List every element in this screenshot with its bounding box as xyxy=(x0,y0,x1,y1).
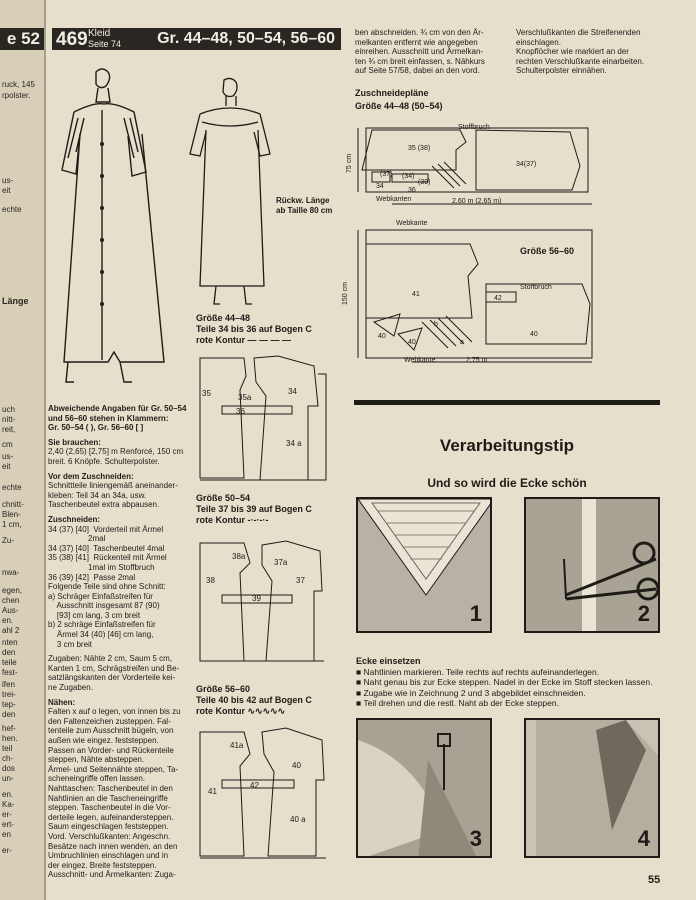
svg-text:40: 40 xyxy=(530,331,538,338)
previous-page-line: teil xyxy=(2,744,13,753)
svg-text:40: 40 xyxy=(378,333,386,340)
page-reference: Seite 74 xyxy=(88,39,122,49)
instruction-line: einschlagen. xyxy=(516,37,561,47)
bullet-square-icon: ■ xyxy=(356,677,364,687)
section-divider xyxy=(354,400,660,405)
svg-text:39: 39 xyxy=(252,594,261,603)
svg-text:38: 38 xyxy=(206,576,215,585)
previous-page-line: ifen xyxy=(2,680,15,689)
previous-page-edge xyxy=(0,0,46,900)
pattern-label-44 xyxy=(196,313,312,346)
garment-title: Kleid xyxy=(88,28,111,39)
cutting-line: b) 2 schräge Einfaßstreifen für xyxy=(48,620,156,630)
cutting-line: 34 (37) [40] Taschenbeutel 4mal xyxy=(48,543,165,553)
pattern-label-44-contour xyxy=(196,335,312,346)
previous-page-line: nwa- xyxy=(2,568,20,577)
back-length-line1: Rückw. Länge xyxy=(276,196,330,205)
size-range: Gr. 44–48, 50–54, 56–60 xyxy=(157,30,335,47)
photo-number-2: 2 xyxy=(637,601,650,626)
instruction-line: ben abschneiden. ¾ cm von den Är- xyxy=(355,28,484,37)
materials-line: 2,40 (2,65) [2,75] m Renforcé, 150 cm xyxy=(48,447,184,457)
cutting-line: [93] cm lang, 3 cm breit xyxy=(48,610,141,620)
preparation-text xyxy=(48,481,194,510)
previous-page-line: egen, xyxy=(2,586,23,595)
tip-steps xyxy=(356,656,662,709)
dress-back-illustration xyxy=(186,78,276,308)
sewing-line: Umbruchlinien einschlagen und in xyxy=(48,851,169,861)
instructions-continued xyxy=(355,28,485,76)
svg-text:40: 40 xyxy=(408,339,416,346)
previous-page-line: er- xyxy=(2,846,12,855)
previous-page-line: chnitt- xyxy=(2,500,24,509)
dress-front-illustration xyxy=(44,64,164,394)
plan2-selvage: Webkante xyxy=(404,357,436,364)
svg-text:(37): (37) xyxy=(380,171,393,178)
sewing-line: Passen an Vorder- und Rückenteile xyxy=(48,745,174,755)
pattern-label-56-contour xyxy=(196,706,312,717)
pattern-label-56-contour-text: rote Kontur xyxy=(196,706,245,716)
plan1-size: Größe 44–48 (50–54) xyxy=(355,101,443,111)
cutting-line: 3 cm breit xyxy=(48,639,93,649)
photo-number-4: 4 xyxy=(637,826,650,851)
preparation-line: Taschenbeutel extra abpausen. xyxy=(48,500,160,510)
sewing-line: scheneingriffe offen lassen. xyxy=(48,774,146,784)
tip-title: Verarbeitungstip xyxy=(439,436,575,455)
pattern-diagram-44 xyxy=(192,350,342,486)
sewing-line: den Faltenzeichen zusteppen. Fal- xyxy=(48,716,171,726)
pattern-label-56-size: Größe 56–60 xyxy=(196,684,251,694)
sewing-line: tenteile zum Ausschnitt bügeln, von xyxy=(48,726,174,736)
previous-page-line: nitt- xyxy=(2,415,16,424)
pattern-label-56 xyxy=(196,684,312,717)
cutting-line: a) Schräger Einfaßstreifen für xyxy=(48,591,153,601)
previous-page-line: fest- xyxy=(2,668,18,677)
instruction-line: auf Seite 57/58, dabei an den vord. xyxy=(355,66,480,76)
step-photo-3 xyxy=(356,718,492,858)
previous-page-line: echte xyxy=(2,483,22,492)
previous-page-line: en. xyxy=(2,616,14,625)
previous-page-line: 1 cm, xyxy=(2,520,22,529)
sewing-line: Nahtlinien an die Tascheneingriffe xyxy=(48,793,168,803)
bullet-square-icon: ■ xyxy=(356,698,364,708)
previous-page-line: den xyxy=(2,710,16,719)
dot-dash-line-icon: -·-·-·- xyxy=(247,515,269,525)
pattern-label-50-size: Größe 50–54 xyxy=(196,493,251,503)
page-number: 55 xyxy=(648,874,661,886)
svg-text:a: a xyxy=(460,339,464,346)
previous-page-line: ruck, 145 xyxy=(2,80,35,89)
pattern-label-44-size: Größe 44–48 xyxy=(196,313,251,323)
size-notes xyxy=(48,404,194,433)
step-text: Zugabe wie in Zeichnung 2 und 3 abgebildet einschneiden. xyxy=(363,687,586,698)
step-text: Naht genau bis zur Ecke steppen. Nadel in der Ecke im Stoff stecken lassen. xyxy=(363,677,653,687)
svg-text:34: 34 xyxy=(288,387,297,396)
previous-page-line: ch- xyxy=(2,754,14,763)
previous-page-line: eit xyxy=(2,186,11,195)
sewing-line: derteile legen, aufeinandersteppen. xyxy=(48,812,174,822)
cutting-line: 36 (39) [42] Passe 2mal xyxy=(48,572,136,582)
previous-page-line: echte xyxy=(2,205,22,214)
dash-line-icon: — — — — xyxy=(247,335,292,345)
pattern-label-50 xyxy=(196,493,312,526)
svg-text:41a: 41a xyxy=(230,741,244,750)
plan1-selvage: Webkanten xyxy=(376,196,412,203)
instruction-line: einreihen. Ausschnitt und Ärmelkan- xyxy=(355,47,484,57)
sewing-line: Ausschnitt- und Ärmelkanten: Zuga- xyxy=(48,870,176,880)
plan1-height: 75 cm xyxy=(346,153,354,174)
sewing-line: Ärmel- und Seitennähte steppen, Ta- xyxy=(48,764,179,774)
previous-page-line: hef- xyxy=(2,724,16,733)
allowance-line: ne Zugaben. xyxy=(48,683,93,693)
step-item xyxy=(356,667,662,678)
cutting-line: Ausschnitt insgesamt 87 (90) xyxy=(48,601,160,611)
previous-page-line: eit xyxy=(2,462,11,471)
svg-text:38a: 38a xyxy=(232,552,246,561)
sewing-line: steppen, Nähte absteppen. xyxy=(48,755,145,765)
allowance-line: Kanten 1 cm, Schrägstreifen und Be- xyxy=(48,663,180,673)
instruction-line: rechten Verschlußkante einarbeiten. xyxy=(516,56,645,66)
step-text: Teil drehen und die restl. Naht ab der Ecke steppen. xyxy=(363,698,559,708)
previous-page-line: Blen- xyxy=(2,510,21,519)
svg-text:b: b xyxy=(434,321,438,328)
sewing-line: außen wie eingez. feststeppen. xyxy=(48,736,159,745)
sewing-line: Vord. Verschlußkanten: Angeschn. xyxy=(48,831,171,841)
plan1-length: 2,60 m (2,65 m) xyxy=(452,198,502,205)
previous-page-line: trei- xyxy=(2,690,16,699)
previous-page-line: us- xyxy=(2,452,14,461)
previous-page-line: Ka- xyxy=(2,800,15,809)
steps-heading: Ecke einsetzen xyxy=(356,656,421,666)
allowance-line: satzlängskanten der Vorderteile kei- xyxy=(48,673,176,683)
previous-page-line: uch xyxy=(2,405,15,414)
sewing-line: Falten x auf o legen, von innen bis zu xyxy=(48,707,181,717)
previous-page-line: Länge xyxy=(2,296,29,306)
plan2-fold: Stoffbruch xyxy=(520,284,552,291)
svg-text:42: 42 xyxy=(250,781,259,790)
previous-page-line: cm xyxy=(2,440,13,449)
previous-page-line: en xyxy=(2,830,11,839)
previous-page-line: chen xyxy=(2,596,20,605)
previous-page-line: dos xyxy=(2,764,15,773)
svg-text:40 a: 40 a xyxy=(290,815,306,824)
pattern-diagram-56 xyxy=(192,722,342,862)
instruction-line: melkanten entfernt wie angegeben xyxy=(355,37,478,47)
previous-page-line: us- xyxy=(2,176,14,185)
previous-page-line: en. xyxy=(2,790,14,799)
instruction-line: Schulterpolster einnähen. xyxy=(516,66,607,76)
svg-text:35: 35 xyxy=(202,389,211,398)
preparation-line: kleben: Teil 34 an 34a, usw. xyxy=(48,490,147,500)
bullet-square-icon: ■ xyxy=(356,666,364,677)
plan2-selvage-top: Webkante xyxy=(396,220,428,227)
instructions-column xyxy=(48,404,194,880)
instruction-line: Knopflöcher wie markiert an der xyxy=(516,47,629,57)
previous-page-line: ert- xyxy=(2,820,14,829)
pattern-number: 469 xyxy=(56,29,88,50)
previous-page-line: Zu- xyxy=(2,536,14,545)
plan1-fold: Stoffbruch xyxy=(458,124,490,131)
previous-page-line: reit, xyxy=(2,425,16,434)
cutting-line: 35 (38) [41] Rückenteil mit Ärmel xyxy=(48,553,167,563)
cutting-plans-heading: Zuschneidepläne xyxy=(355,88,429,98)
plan2-height: 150 cm xyxy=(341,282,349,305)
previous-page-line: teile xyxy=(2,658,17,667)
materials-heading: Sie brauchen: xyxy=(48,437,101,447)
svg-text:35 (38): 35 (38) xyxy=(408,145,431,152)
svg-text:34: 34 xyxy=(376,183,384,190)
step-item xyxy=(356,698,662,709)
sewing-line: Nahttaschen: Taschenbeutel in den xyxy=(48,783,173,793)
back-length-label xyxy=(276,196,332,216)
pattern-label-44-parts: Teile 34 bis 36 auf Bogen C xyxy=(196,324,312,334)
plan2-length: 2,75 m xyxy=(466,357,488,364)
bullet-square-icon: ■ xyxy=(356,687,364,698)
pattern-diagram-50 xyxy=(192,535,342,671)
previous-page-header: e 52 xyxy=(0,28,44,50)
svg-text:(34): (34) xyxy=(402,173,415,180)
pattern-label-50-contour xyxy=(196,515,312,526)
preparation-heading: Vor dem Zuschneiden: xyxy=(48,471,134,481)
previous-page-line: den xyxy=(2,648,16,657)
svg-text:35a: 35a xyxy=(238,393,252,402)
cutting-line: 34 (37) [40] Vorderteil mit Ärmel xyxy=(48,524,164,534)
cutting-plan-2 xyxy=(352,226,602,366)
sewing-line: steppen. Taschenbeutel in die Vor- xyxy=(48,803,171,813)
previous-page-line: ahl 2 xyxy=(2,626,20,635)
cutting-line: 1mal im Stoffbruch xyxy=(48,562,155,572)
sewing-text xyxy=(48,707,194,880)
photo-number-1: 1 xyxy=(469,601,482,626)
cutting-line: 2mal xyxy=(48,534,106,544)
sewing-line: Saum eingeschlagen feststeppen. xyxy=(48,822,169,832)
previous-page-line: nten xyxy=(2,638,18,647)
svg-text:37a: 37a xyxy=(274,558,288,567)
step-text: Nahtlinien markieren. Teile rechts auf rechts aufeinanderlegen. xyxy=(363,666,600,677)
svg-text:36: 36 xyxy=(408,187,416,194)
pattern-label-44-contour-text: rote Kontur xyxy=(196,335,245,345)
pattern-header xyxy=(52,28,341,50)
pattern-label-50-contour-text: rote Kontur xyxy=(196,515,245,525)
seam-allowances xyxy=(48,654,194,692)
pattern-label-56-parts: Teile 40 bis 42 auf Bogen C xyxy=(196,695,312,705)
step-photo-2 xyxy=(524,497,660,633)
allowance-line: Zugaben: Nähte 2 cm, Saum 5 cm, xyxy=(48,654,173,664)
previous-page-line: hen. xyxy=(2,734,18,743)
previous-page-line: rpolster. xyxy=(2,91,31,100)
svg-text:34(37): 34(37) xyxy=(516,161,537,168)
size-note-line: Gr. 50–54 ( ), Gr. 56–60 [ ] xyxy=(48,423,144,433)
previous-page-line: un- xyxy=(2,774,14,783)
svg-text:41: 41 xyxy=(412,291,420,298)
materials-line: breit. 6 Knöpfe. Schulterpolster. xyxy=(48,456,160,466)
step-item xyxy=(356,688,662,699)
svg-text:(39): (39) xyxy=(418,179,431,186)
svg-text:40: 40 xyxy=(292,761,301,770)
instructions-end xyxy=(516,28,644,76)
tip-subtitle: Und so wird die Ecke schön xyxy=(427,476,587,490)
sewing-line: der eingez. Breite feststeppen. xyxy=(48,860,157,870)
pattern-label-50-parts: Teile 37 bis 39 auf Bogen C xyxy=(196,504,312,514)
size-note-line: und 56–60 stehen in Klammern: xyxy=(48,413,169,423)
svg-text:42: 42 xyxy=(494,295,502,302)
previous-page-line: tep- xyxy=(2,700,16,709)
cutting-line: Ärmel 34 (40) [46] cm lang, xyxy=(48,630,154,640)
svg-text:36: 36 xyxy=(236,407,245,416)
step-photo-4 xyxy=(524,718,660,858)
svg-text:34 a: 34 a xyxy=(286,439,302,448)
size-note-line: Abweichende Angaben für Gr. 50–54 xyxy=(48,404,187,413)
wave-line-icon: ∿∿∿∿∿ xyxy=(247,706,286,716)
svg-text:37: 37 xyxy=(296,576,305,585)
previous-page-line: Aus- xyxy=(2,606,19,615)
step-item xyxy=(356,677,662,688)
step-photo-1 xyxy=(356,497,492,633)
plan2-size: Größe 56–60 xyxy=(520,246,575,256)
cutting-heading: Zuschneiden: xyxy=(48,514,101,524)
materials-text xyxy=(48,447,194,466)
svg-text:41: 41 xyxy=(208,787,217,796)
steps-list xyxy=(356,667,662,709)
sewing-line: Besätze nach innen wenden, an den xyxy=(48,841,178,851)
cutting-list xyxy=(48,525,194,650)
sewing-heading: Nähen: xyxy=(48,697,76,707)
preparation-line: Schnittteile liniengemäß aneinander- xyxy=(48,481,178,491)
cutting-line: Folgende Teile sind ohne Schnitt: xyxy=(48,582,166,592)
instruction-line: Verschlußkanten die Streifenenden xyxy=(516,28,641,37)
back-length-line2: ab Taille 80 cm xyxy=(276,206,333,215)
previous-page-line: er- xyxy=(2,810,12,819)
instruction-line: ten ¾ cm breit einfassen, s. Nähkurs xyxy=(355,56,485,66)
photo-number-3: 3 xyxy=(469,826,482,851)
